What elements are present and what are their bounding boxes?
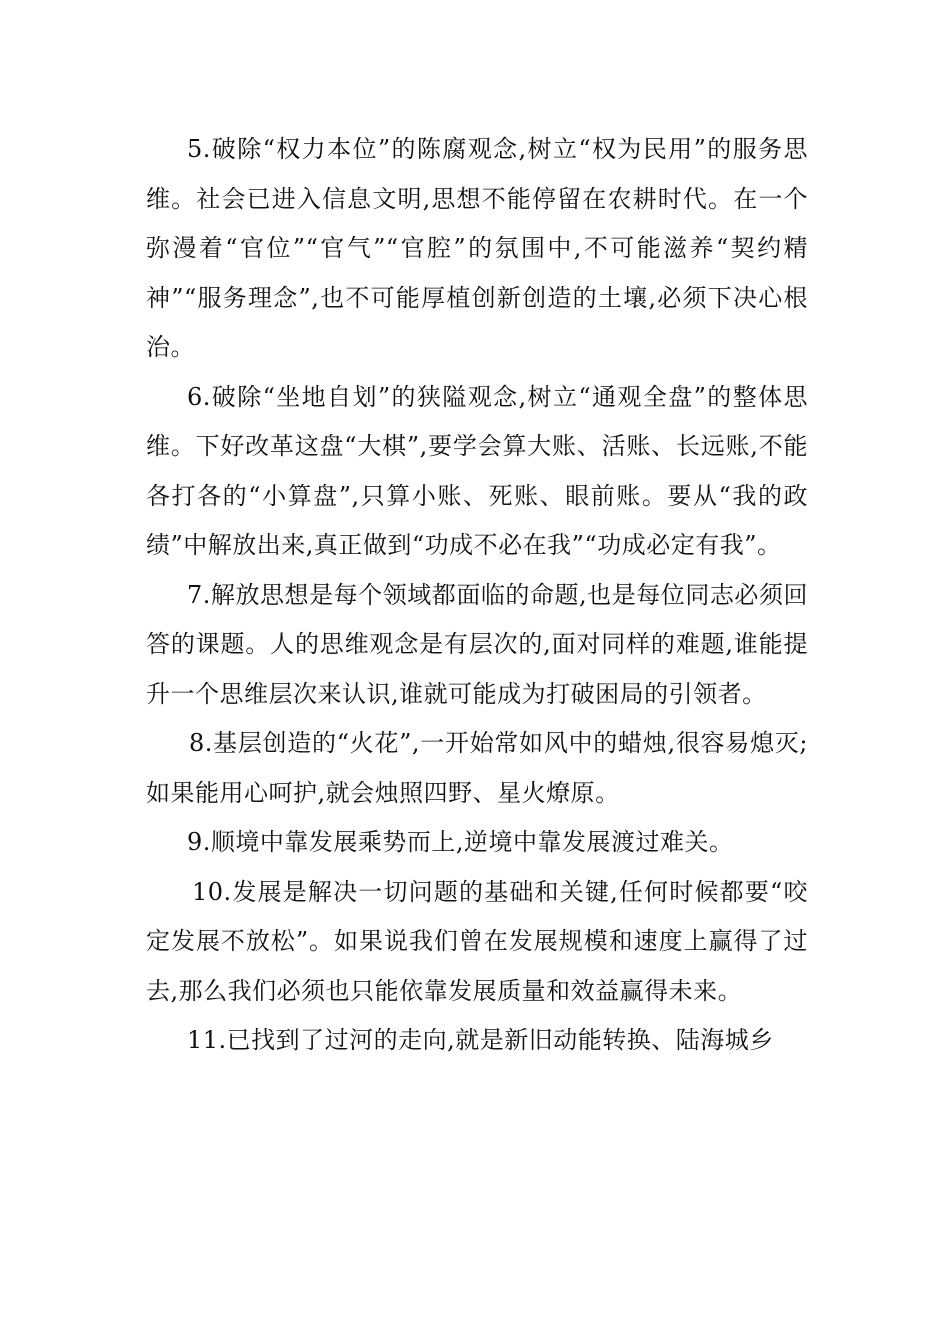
paragraph-11: 11.已找到了过河的走向,就是新旧动能转换、陆海城乡	[187, 1026, 774, 1054]
paragraph-8: 8.基层创造的“火花”,一开始常如风中的蜡烛,很容易熄灭;如果能用心呵护,就会烛照四野、星火燎原。	[146, 729, 808, 807]
paragraph-10: 10.发展是解决一切问题的基础和关键,任何时候都要“咬定发展不放松”。如果说我们曾在发展规模和速度上赢得了过去,那么我们必须也只能依靠发展质量和效益赢得未来。	[146, 877, 808, 1005]
paragraph-6: 6.破除“坐地自划”的狭隘观念,树立“通观全盘”的整体思维。下好改革这盘“大棋”,要学会算大账、活账、长远账,不能各打各的“小算盘”,只算小账、死账、眼前账。要从“我的政绩”中解放出来,真正做到“功成不必在我”“功成必定有我”。	[146, 382, 808, 559]
paragraph-9: 9.顺境中靠发展乘势而上,逆境中靠发展渡过难关。	[187, 828, 734, 856]
document-body	[146, 125, 808, 1066]
paragraph-5: 5.破除“权力本位”的陈腐观念,树立“权为民用”的服务思维。社会已进入信息文明,思想不能停留在农耕时代。在一个弥漫着“官位”“官气”“官腔”的氛围中,不可能滋养“契约精神”“服务理念”,也不可能厚植创新创造的土壤,必须下决心根治。	[146, 135, 808, 361]
paragraph-7: 7.解放思想是每个领域都面临的命题,也是每位同志必须回答的课题。人的思维观念是有层次的,面对同样的难题,谁能提升一个思维层次来认识,谁就可能成为打破困局的引领者。	[146, 580, 808, 708]
